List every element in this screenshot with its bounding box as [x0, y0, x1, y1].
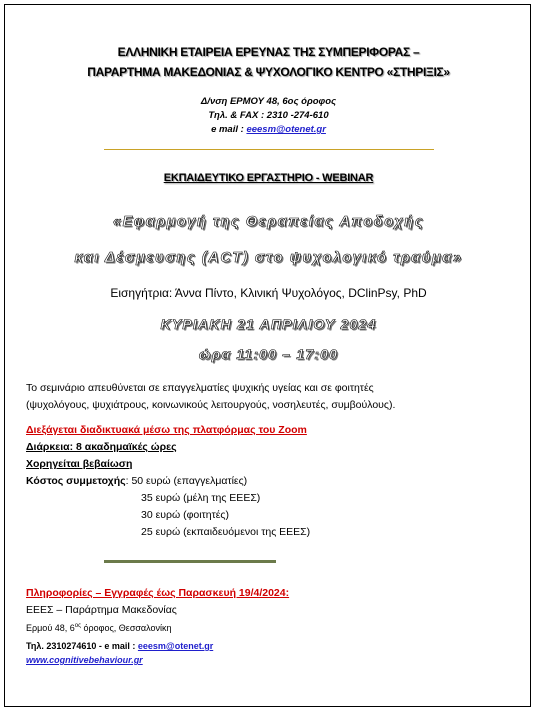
header-address: Δ/νση ΕΡΜΟΥ 48, 6ος όροφος — [200, 96, 337, 107]
org-name-line2: ΠΑΡΑΡΤΗΜΑ ΜΑΚΕΔΟΝΙΑΣ & ΨΥΧΟΛΟΓΙΚΟ ΚΕΝΤΡΟ «ΣΤΗΡΙΞΙΣ» — [87, 65, 450, 79]
org-name-line1: ΕΛΛΗΝΙΚΗ ΕΤΑΙΡΕΙΑ ΕΡΕΥΝΑΣ ΤΗΣ ΣΥΜΠΕΡΙΦΟΡΑΣ – — [117, 45, 420, 59]
cost-label: Κόστος συμμετοχής — [26, 475, 126, 487]
certificate-text: Χορηγείται βεβαίωση — [26, 458, 133, 470]
footer-phone: Τηλ. 2310274610 - e mail : — [26, 641, 138, 651]
event-title-line2: και Δέσμευσης (ACT) στο ψυχολογικό τραύμα» — [74, 250, 463, 266]
cost-students: 30 ευρώ (φοιτητές) — [141, 509, 229, 521]
online-info — [26, 422, 516, 439]
footer-address-pre: Ερμού 48, 6 — [26, 623, 75, 633]
cost-members: 35 ευρώ (μέλη της ΕΕΕΣ) — [141, 492, 261, 504]
footer-address-sup: ος — [74, 623, 81, 629]
event-type: ΕΚΠΑΙΔΕΥΤΙΚΟ ΕΡΓΑΣΤΗΡΙΟ - WEBINAR — [163, 172, 374, 184]
certificate-info — [26, 456, 516, 473]
audience-line2: (ψυχολόγους, ψυχιάτρους, κοινωνικούς λειτουργούς, νοσηλευτές, συμβούλους). — [26, 399, 396, 411]
cost-professionals: : 50 ευρώ (επαγγελματίες) — [125, 475, 248, 487]
footer-address — [26, 623, 172, 633]
event-time: ώρα 11:00 – 17:00 — [198, 346, 339, 362]
online-info-text: Διεξάγεται διαδικτυακά μέσω της πλατφόρμας του Zoom — [26, 424, 307, 436]
duration-info — [26, 439, 516, 456]
duration-text: Διάρκεια: 8 ακαδημαϊκές ώρες — [26, 441, 177, 453]
website-link[interactable]: www.cognitivebehaviour.gr — [26, 655, 143, 665]
audience-line1: Το σεμινάριο απευθύνεται σε επαγγελματίες ψυχικής υγείας και σε φοιτητές — [26, 382, 374, 394]
footer-website — [26, 650, 143, 668]
header-divider — [104, 149, 434, 150]
header-email-label: e mail : — [211, 124, 247, 135]
header-email-line — [0, 123, 537, 137]
cost-trainees: 25 ευρώ (εκπαιδευόμενοι της ΕΕΕΣ) — [141, 526, 311, 538]
registration-text: Πληροφορίες – Εγγραφές έως Παρασκευή 19/4/2024: — [26, 587, 290, 599]
footer-email-link[interactable]: eeesm@otenet.gr — [137, 641, 214, 651]
cost-line1 — [26, 473, 516, 490]
footer-divider — [104, 560, 276, 563]
footer-org: ΕΕΕΣ – Παράρτημα Μακεδονίας — [26, 604, 177, 616]
event-date: ΚΥΡΙΑΚΗ 21 ΑΠΡΙΛΙΟΥ 2024 — [160, 316, 377, 332]
event-title-line1: «Εφαρμογή της Θεραπείας Αποδοχής — [112, 214, 425, 230]
footer-address-post: όροφος, Θεσσαλονίκη — [81, 623, 172, 633]
header-email-link[interactable]: eeesm@otenet.gr — [246, 124, 326, 135]
header-phone: Τηλ. & FAX : 2310 -274-610 — [208, 110, 329, 121]
registration-info — [26, 585, 516, 602]
event-speaker: Εισηγήτρια: Άννα Πίντο, Κλινική Ψυχολόγος, DClinPsy, PhD — [110, 286, 427, 300]
